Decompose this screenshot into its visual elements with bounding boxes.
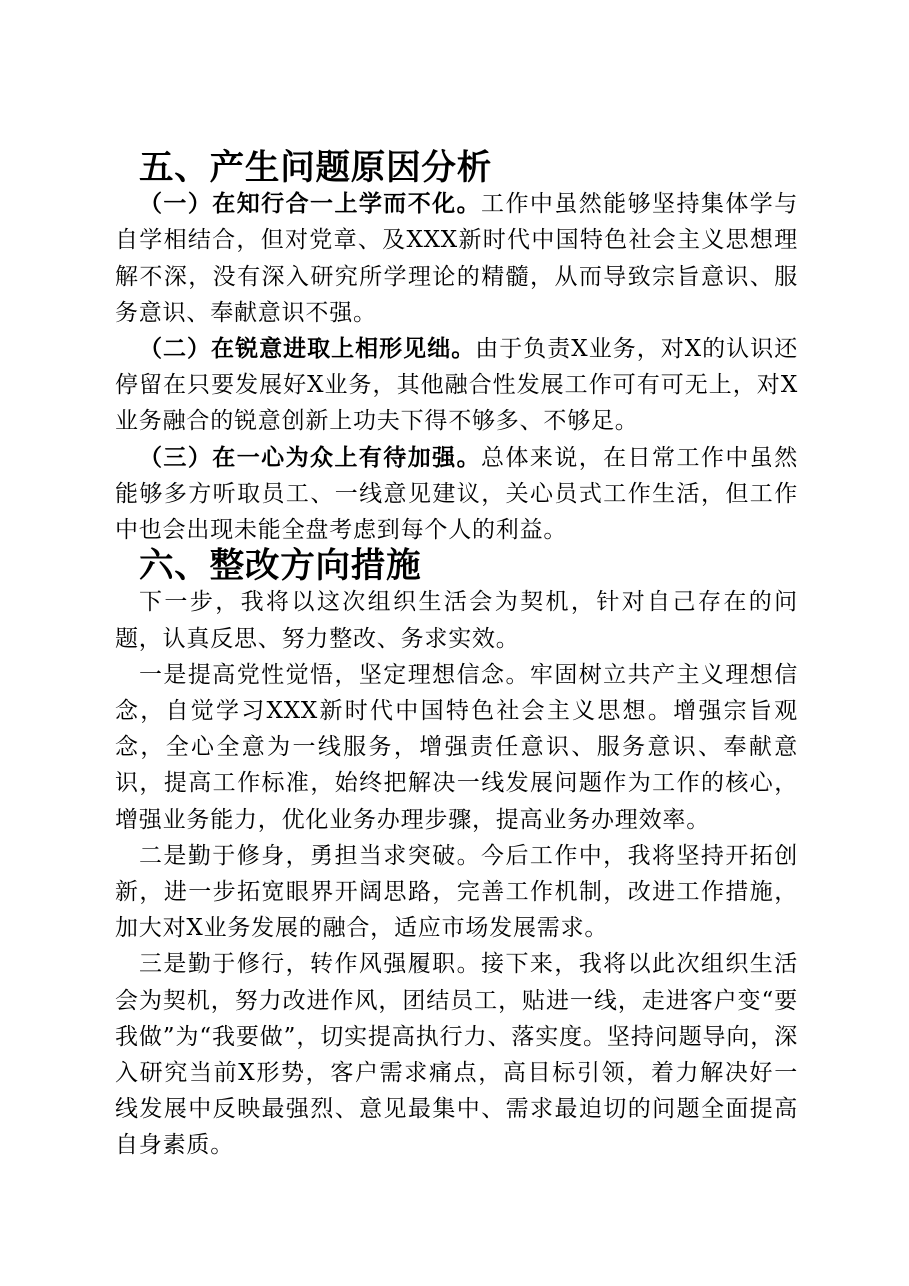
measure-item-2: 二是勤于修身，勇担当求突破。今后工作中，我将坚持开拓创新，进一步拓宽眼界开阔思路，完善工作机制，改进工作措施，加大对X业务发展的融合，适应市场发展需求。 (115, 842, 798, 942)
measures-intro: 下一步，我将以这次组织生活会为契机，针对自己存在的问题，认真反思、努力整改、务求实效。 (115, 589, 798, 652)
cause-item-1 (115, 186, 798, 331)
cause-item-3-body: 总体来说，在日常工作中虽然能够多方听取员工、一线意见建议，关心员式工作生活，但工作中也会出现未能全盘考虑到每个人的利益。 (115, 444, 798, 544)
measure-item-1: 一是提高党性觉悟，坚定理想信念。牢固树立共产主义理想信念，自觉学习XXX新时代中国特色社会主义思想。增强宗旨观念，全心全意为一线服务，增强责任意识、服务意识、奉献意识，提高工作标准，始终把解决一线发展问题作为工作的核心，增强业务能力，优化业务办理步骤，提高业务办理效率。 (115, 661, 798, 833)
cause-item-2-lead: （二）在锐意进取上相形见绌。 (139, 335, 476, 363)
section-6-heading: 六、整改方向措施 (139, 546, 422, 587)
section-5-heading: 五、产生问题原因分析 (139, 148, 492, 188)
cause-item-3-lead: （三）在一心为众上有待加强。 (139, 443, 482, 471)
cause-item-1-lead: （一）在知行合一上学而不化。 (139, 190, 482, 218)
cause-item-1-body: 工作中虽然能够坚持集体学与自学相结合，但对党章、及XXX新时代中国特色社会主义思想理解不深，没有深入研究所学理论的精髓，从而导致宗旨意识、服务意识、奉献意识不强。 (115, 191, 798, 326)
cause-item-2-body: 由于负责X业务，对X的认识还停留在只要发展好X业务，其他融合性发展工作可有可无上，对X业务融合的锐意创新上功夫下得不够多、不够足。 (115, 336, 798, 435)
measure-item-3: 三是勤于修行，转作风强履职。接下来，我将以此次组织生活会为契机，努力改进作风，团结员工，贴进一线，走进客户变“要我做”为“我要做”，切实提高执行力、落实度。坚持问题导向，深入研究当前X形势，客户需求痛点，高目标引领，着力解决好一线发展中反映最强烈、意见最集中、需求最迫切的问题全面提高自身素质。 (115, 951, 798, 1159)
cause-item-2 (115, 331, 798, 440)
cause-item-3 (115, 440, 798, 549)
document-page (115, 150, 798, 1164)
